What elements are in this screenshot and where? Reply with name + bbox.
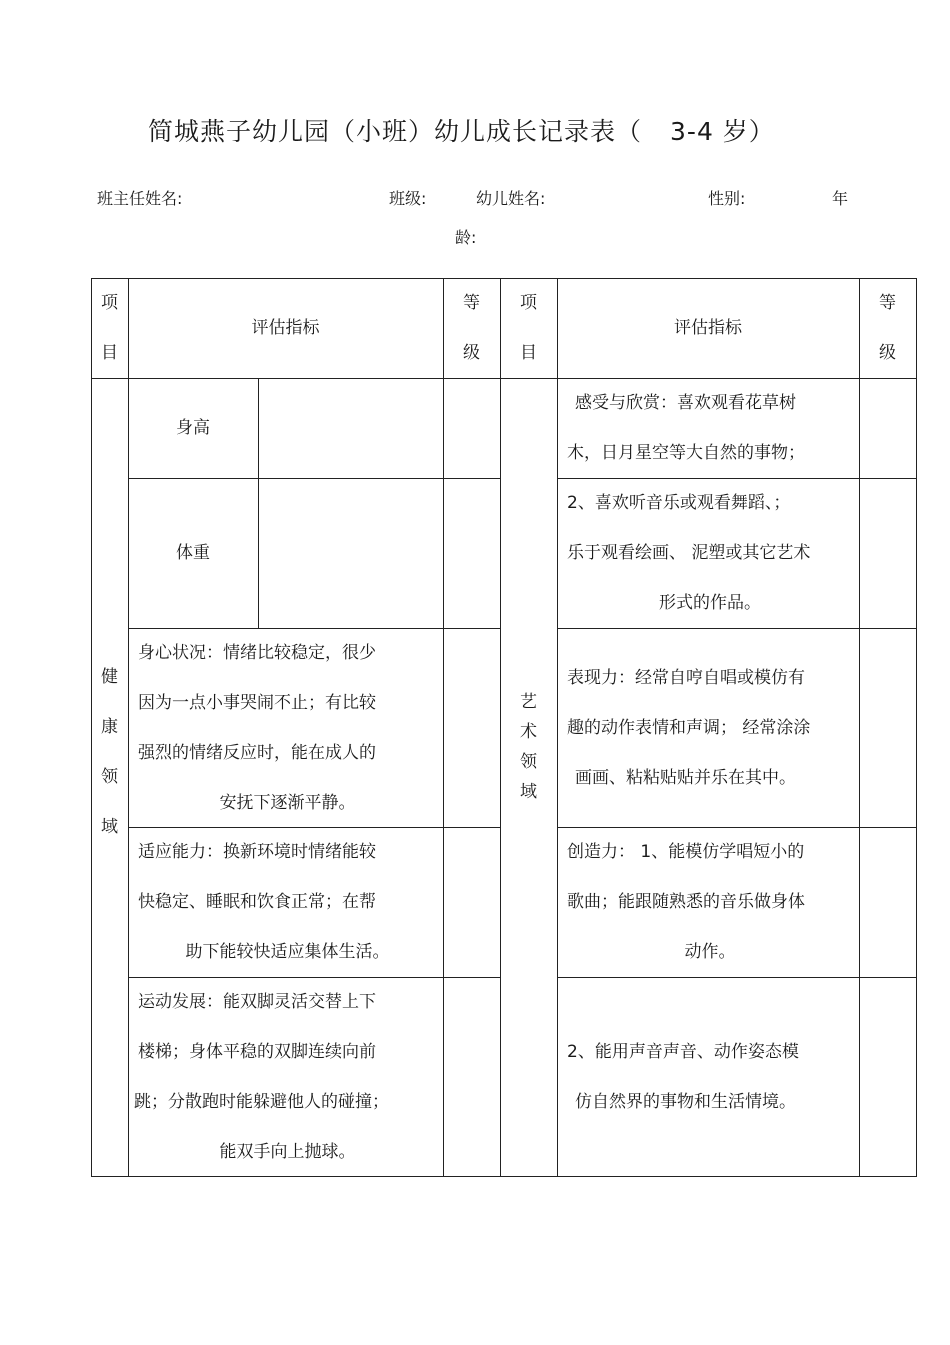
indicator-line: 强烈的情绪反应时，能在成人的 (138, 742, 376, 763)
express-indicator (557, 628, 859, 827)
page-title (148, 112, 775, 148)
indicator-line: 能双手向上抛球。 (219, 1141, 356, 1162)
child-name-label: 幼儿姓名: (476, 189, 546, 208)
indicator-line: 因为一点小事哭闹不止；有比较 (138, 692, 376, 713)
header-grade-char: 级 (463, 343, 480, 363)
indicator-line: 乐于观看绘画、 泥塑或其它艺术 (567, 543, 811, 563)
indicator-line: 身心状况：情绪比较稳定，很少 (138, 642, 376, 663)
indicator-line: 安抚下逐渐平静。 (219, 792, 356, 813)
header-indicator (557, 278, 859, 378)
domain-char: 康 (101, 717, 118, 737)
table-border-right (916, 278, 917, 1177)
grade-field[interactable] (443, 378, 500, 478)
grade-field[interactable] (859, 478, 916, 628)
mental-indicator (128, 628, 443, 827)
indicator-line: 趣的动作表情和声调； 经常涂涂 (567, 717, 811, 738)
indicator-line: 表现力：经常自哼自唱或模仿有 (567, 667, 805, 688)
height-value-field[interactable] (258, 378, 443, 478)
grade-field[interactable] (443, 628, 500, 827)
motor-indicator (128, 977, 443, 1176)
age-label-part2: 龄: (455, 228, 477, 247)
header-grade (859, 278, 916, 378)
domain-char: 艺 (520, 692, 537, 712)
title-age: 3-4 岁） (670, 117, 775, 146)
appreciate-indicator (557, 378, 859, 478)
grade-field[interactable] (443, 478, 500, 628)
indicator-line: 仿自然界的事物和生活情境。 (575, 1091, 796, 1112)
grade-field[interactable] (859, 977, 916, 1176)
header-item-char: 项 (101, 293, 118, 313)
indicator-line: 木，日月星空等大自然的事物； (567, 443, 805, 463)
domain-char: 领 (520, 752, 537, 772)
grade-field[interactable] (443, 827, 500, 977)
class-label: 班级: (389, 189, 427, 208)
indicator-line: 画画、粘粘贴贴并乐在其中。 (575, 767, 796, 788)
music-indicator (557, 478, 859, 628)
indicator-line: 创造力： 1、能模仿学唱短小的 (567, 842, 805, 862)
header-grade (443, 278, 500, 378)
header-item-char: 目 (101, 343, 118, 363)
teacher-name-label: 班主任姓名: (97, 189, 183, 208)
title-main: 简城燕子幼儿园（小班）幼儿成长记录表（ (148, 117, 643, 146)
indicator-line: 感受与欣赏：喜欢观看花草树 (575, 393, 796, 413)
grade-field[interactable] (859, 628, 916, 827)
adapt-indicator (128, 827, 443, 977)
age-label-part1: 年 (832, 189, 849, 208)
weight-label (128, 478, 258, 628)
grade-field[interactable] (859, 378, 916, 478)
grade-field[interactable] (859, 827, 916, 977)
domain-char: 域 (520, 782, 537, 802)
header-grade-char: 等 (879, 293, 896, 313)
header-indicator (128, 278, 443, 378)
height-label (128, 378, 258, 478)
weight-label-text: 体重 (176, 543, 210, 563)
domain-char: 健 (101, 667, 118, 687)
header-item-char: 项 (520, 293, 537, 313)
indicator-line: 楼梯；身体平稳的双脚连续向前 (138, 1041, 376, 1062)
header-indicator-text: 评估指标 (674, 318, 742, 338)
domain-char: 术 (520, 722, 537, 742)
height-label-text: 身高 (176, 418, 210, 438)
header-item (500, 278, 557, 378)
indicator-line: 运动发展：能双脚灵活交替上下 (138, 991, 376, 1012)
indicator-line: 跳；分散跑时能躲避他人的碰撞； (134, 1091, 389, 1112)
weight-value-field[interactable] (258, 478, 443, 628)
grade-field[interactable] (443, 977, 500, 1176)
indicator-line: 2、能用声音声音、动作姿态模 (567, 1041, 799, 1062)
header-item (91, 278, 128, 378)
health-domain-label (91, 378, 128, 1176)
create-indicator (557, 827, 859, 977)
domain-char: 域 (101, 817, 118, 837)
header-grade-char: 级 (879, 343, 896, 363)
indicator-line: 形式的作品。 (659, 593, 761, 613)
indicator-line: 动作。 (684, 942, 736, 962)
indicator-line: 快稳定、睡眠和饮食正常；在帮 (138, 892, 376, 912)
indicator-line: 2、喜欢听音乐或观看舞蹈、； (567, 493, 791, 513)
header-indicator-text: 评估指标 (251, 318, 320, 338)
art-domain-label (500, 378, 557, 1176)
domain-char: 领 (101, 767, 118, 787)
indicator-line: 适应能力：换新环境时情绪能较 (138, 842, 376, 862)
header-grade-char: 等 (463, 293, 480, 313)
header-item-char: 目 (520, 343, 537, 363)
indicator-line: 歌曲；能跟随熟悉的音乐做身体 (567, 892, 805, 912)
imitate-indicator (557, 977, 859, 1176)
indicator-line: 助下能较快适应集体生活。 (185, 942, 390, 962)
gender-label: 性别: (708, 189, 746, 208)
